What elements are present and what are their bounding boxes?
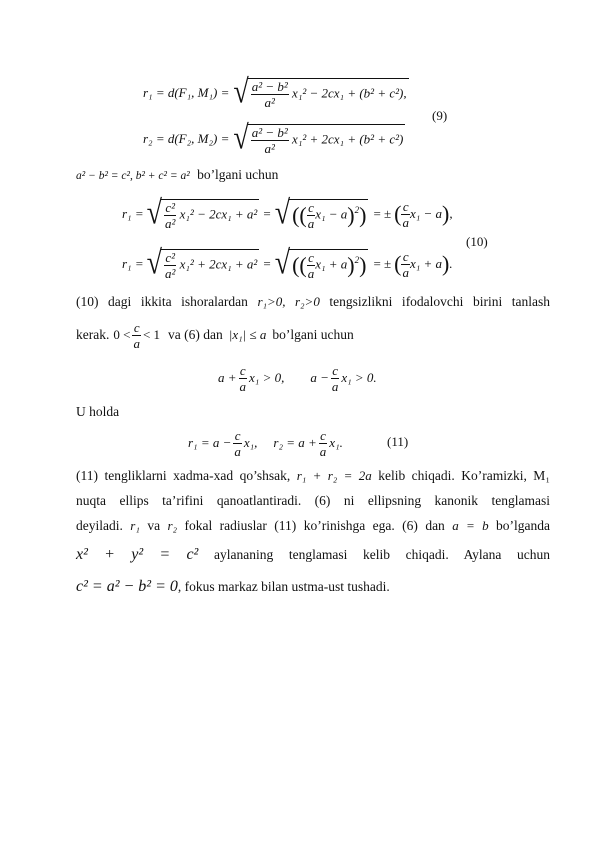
para2-line1 — [76, 467, 550, 485]
eq11-part: x₁. — [329, 435, 343, 450]
frac-c: c — [320, 427, 326, 443]
para1-math: < 1 — [142, 327, 161, 342]
eq10-frac-den: a² — [164, 215, 176, 231]
eq10-row1-inner: x₁² − 2cx₁ + a² — [179, 205, 258, 221]
ineq-part: x₁ > 0, — [249, 370, 285, 385]
eq9-r1-tail: x₁² − 2cx₁ + (b² + c²), — [292, 84, 407, 100]
eq11-part: r₂ = a + — [273, 435, 317, 450]
para1-text: tengsizlikni ifodalovchi birini tanlash — [329, 294, 551, 309]
eq10-row1: r₁ = √ $\frac{\text{c²}}{\text{a²}}$ x₁² − 2cx₁ + a² = √ (( $\frac{c}{a}$ x₁ − a)$^2$) = ± ( $\frac{c}{a}$ x₁ − a ) , — [122, 194, 453, 232]
para2-focus-eq: c² = a² − b² = 0 — [76, 578, 178, 595]
frac-a: a — [307, 265, 315, 281]
para2-circle-eq: x² + y² = c² — [76, 546, 199, 563]
para1-text: va (6) dan — [168, 327, 223, 342]
sqrt-sign: √ — [233, 119, 249, 157]
eq10-row1-paren: x₁ − a — [409, 206, 443, 221]
condition-line — [76, 166, 278, 185]
eq10-r1-sq: (( $\frac{c}{a}$ x₁ − a)$^2$) — [289, 199, 368, 230]
eq9-row1 — [143, 70, 409, 116]
ineq-part: x₁ > 0. — [341, 370, 377, 385]
eq9-r2-radicand — [248, 124, 406, 155]
para2-text: (11) tengliklarni xadma-xad qo’shsak, — [76, 468, 291, 483]
para1-text: (10) dagi ikkita ishoralardan — [76, 294, 248, 309]
frac-a: a — [319, 443, 327, 459]
frac-a: a — [331, 378, 339, 394]
frac-c: c — [402, 248, 409, 264]
para2-text: deyiladi. — [76, 518, 123, 533]
eq10-frac-num: c² — [165, 249, 176, 265]
para2-text: kelib chiqadi. Ko’ramizki, M₁ — [378, 468, 551, 483]
para2-math: r₁ + r₂ = 2a — [296, 468, 372, 483]
eq10-row2-end: . — [449, 256, 453, 271]
frac-a: a — [239, 378, 247, 394]
frac-a: a — [133, 335, 140, 351]
ineq-part: a + — [218, 370, 237, 385]
eq9-number: (9) — [432, 108, 448, 123]
eq9-r2-lhs: r₂ = d(F₂, M₂) = — [143, 131, 230, 146]
exp: 2 — [354, 204, 360, 215]
eq10-pm: = ± — [373, 206, 392, 221]
eq11-part: x₁, — [243, 435, 258, 450]
exp: 2 — [354, 254, 360, 265]
para2-line3 — [76, 517, 550, 535]
para2-math: a = b — [452, 518, 489, 533]
eq10-pm: = ± — [373, 256, 392, 271]
para1-math: 0 < — [113, 327, 131, 342]
sqrt-sign: √ — [146, 244, 162, 282]
condition-math: a² − b² = c², b² + c² = a² — [76, 170, 190, 182]
frac-c: c — [133, 319, 140, 335]
para2-text: fokal radiuslar (11) ko’rinishga ega. (6) dan — [184, 518, 445, 533]
u-holda: U holda — [76, 404, 120, 419]
eq11-part: r₁ = a − — [188, 435, 232, 450]
eq10-row2: r₁ = √ $\frac{\text{c²}}{\text{a²}}$ x₁² + 2cx₁ + a² = √ (( $\frac{c}{a}$ x₁ + a)$^2$) = ± ( $\frac{c}{a}$ x₁ + a ) . — [122, 244, 453, 282]
eq9-r1-radicand — [248, 78, 409, 109]
eq10-number: (10) — [466, 234, 488, 249]
para1-abs: |x₁| ≤ a — [228, 327, 267, 342]
eq10-row2-inner: x₁² + 2cx₁ + a² — [179, 255, 258, 271]
frac-a: a — [402, 214, 409, 230]
eq10-row1-end: , — [449, 206, 453, 221]
eq10-equals: = — [263, 206, 271, 221]
eq10-r2-sq: (( $\frac{c}{a}$ x₁ + a)$^2$) — [289, 249, 368, 280]
para2-line4 — [76, 546, 550, 564]
para2-text: va — [147, 518, 161, 533]
eq10-frac-den: a² — [164, 265, 176, 281]
frac-a: a — [234, 443, 241, 459]
para1-line2 — [76, 318, 354, 352]
eq10-row1-paren: x₁ − a — [315, 205, 348, 221]
eq10-r2-radicand — [161, 249, 259, 280]
ineq-part: a − — [310, 370, 329, 385]
frac-c: c — [234, 427, 241, 443]
eq9-row2 — [143, 116, 405, 162]
frac-c: c — [402, 198, 409, 214]
eq10-row2-paren: x₁ + a — [315, 255, 348, 271]
para2-math: r₂ — [167, 518, 178, 533]
eq11 — [188, 423, 343, 463]
para1-math: r₁>0, r₂>0 — [257, 294, 320, 309]
para2-text: , fokus markaz bilan ustma-ust tushadi. — [177, 579, 390, 594]
frac-a: a — [307, 215, 315, 231]
eq9-frac-den: a² — [264, 140, 275, 156]
frac-c: c — [332, 362, 339, 378]
eq10-frac-num: c² — [165, 199, 176, 215]
eq9-r1-lhs: r₁ = d(F₁, M₁) = — [143, 85, 230, 100]
eq9-r2-tail: x₁² + 2cx₁ + (b² + c²) — [292, 130, 404, 146]
sqrt-sign: √ — [274, 244, 291, 282]
para2-text: aylananing tenglamasi kelib chiqadi. Aylana uchun — [214, 547, 551, 562]
para2-math: r₁ — [130, 518, 140, 533]
sqrt-sign: √ — [274, 194, 291, 232]
condition-text: bo’lgani uchun — [197, 167, 279, 182]
para1-text: kerak. — [76, 327, 110, 342]
para2-line2: nuqta ellips ta’rifini qanoatlantiradi. (6) ni ellipsning kanonik tenglamasi — [76, 493, 550, 508]
frac-c: c — [239, 362, 246, 378]
para2-text: bo’lganda — [496, 518, 551, 533]
para1-line1 — [76, 293, 550, 311]
eq10-lhs: r₁ = — [122, 256, 144, 271]
frac-c: c — [308, 249, 314, 265]
sqrt-sign: √ — [233, 73, 249, 111]
eq10-equals: = — [263, 256, 271, 271]
eq11-number: (11) — [387, 434, 409, 449]
eq10-row2-paren: x₁ + a — [409, 256, 443, 271]
sqrt-sign: √ — [146, 194, 162, 232]
eq9-frac-num: a² − b² — [251, 124, 288, 140]
inequalities — [218, 358, 377, 398]
frac-a: a — [402, 264, 409, 280]
eq9-frac-den: a² — [264, 94, 275, 110]
eq9-frac-num: a² − b² — [251, 78, 288, 94]
para1-ineq — [113, 321, 160, 350]
frac-c: c — [308, 199, 314, 215]
para2-line5 — [76, 578, 390, 596]
para1-text: bo’lgani uchun — [272, 327, 354, 342]
eq10-lhs: r₁ = — [122, 206, 144, 221]
eq10-r1-radicand — [161, 199, 259, 230]
